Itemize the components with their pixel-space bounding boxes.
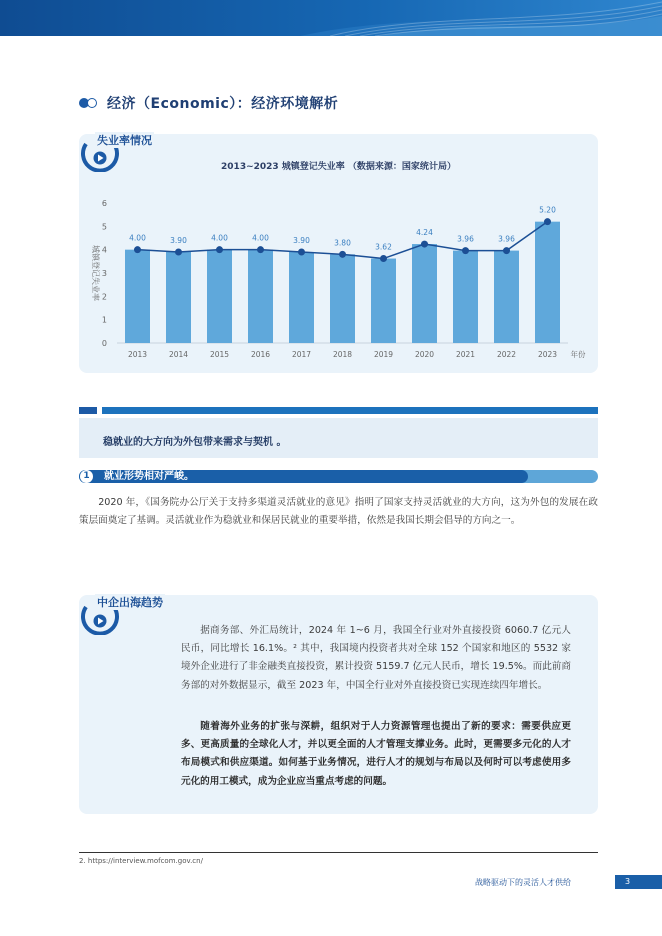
x-axis-label: 年份 — [570, 350, 586, 359]
y-axis-label: 城镇登记失业率 — [91, 245, 100, 301]
y-tick-label: 1 — [101, 315, 107, 325]
bar — [494, 251, 519, 343]
highlight-text: 稳就业的大方向为外包带来需求与契机 。 — [103, 437, 287, 448]
x-tick-label: 2016 — [250, 350, 271, 359]
bar — [330, 254, 355, 343]
unemployment-badge-label: 失业率情况 — [97, 134, 152, 147]
header-wave-decoration — [0, 0, 662, 36]
bar — [412, 244, 437, 343]
data-label: 3.62 — [375, 242, 392, 252]
bar — [207, 250, 232, 343]
y-tick-label: 2 — [101, 292, 107, 302]
data-point — [421, 241, 428, 248]
x-tick-label: 2014 — [168, 350, 189, 359]
bar — [248, 250, 273, 343]
x-tick-label: 2021 — [455, 350, 476, 359]
data-label: 5.20 — [539, 205, 556, 215]
x-tick-label: 2013 — [127, 350, 148, 359]
y-tick-label: 3 — [101, 269, 107, 278]
data-label: 4.00 — [252, 233, 269, 243]
data-point — [503, 247, 510, 254]
overseas-paragraph-2: 随着海外业务的扩张与深耕，组织对于人力资源管理也提出了新的要求：需要供应更多、更高质量的全球化人才，并以更全面的人才管理支撑业务。此时，更需要多元化的人才布局模式和供应渠道。如何基于业务情况，进行人才的规划与布局以及何时可以考虑使用多元化的用工模式，成为企业应当重点考虑的问题。 — [181, 721, 571, 787]
data-point — [175, 249, 182, 256]
data-point — [339, 251, 346, 258]
data-label: 3.90 — [170, 236, 187, 245]
y-tick-label: 5 — [101, 222, 107, 232]
footnote: 2. https://interview.mofcom.gov.cn/ — [79, 857, 203, 865]
x-tick-label: 2020 — [414, 350, 435, 359]
data-label: 4.00 — [129, 233, 146, 243]
bar — [371, 259, 396, 343]
y-tick-label: 6 — [101, 199, 107, 208]
x-tick-label: 2017 — [291, 350, 312, 359]
section-heading — [79, 92, 338, 114]
data-point — [298, 249, 305, 256]
divider-bar — [102, 407, 598, 414]
data-label: 3.80 — [334, 238, 351, 248]
data-label: 3.90 — [293, 236, 310, 245]
unemployment-chart — [79, 180, 598, 370]
data-label: 4.24 — [416, 228, 433, 238]
x-tick-label: 2019 — [373, 350, 394, 359]
x-tick-label: 2018 — [332, 350, 353, 359]
bar — [535, 222, 560, 343]
data-label: 3.96 — [457, 234, 474, 244]
overseas-paragraph-1: 据商务部、外汇局统计，2024 年 1~6 月，我国全行业对外直接投资 6060.7 亿元人民币，同比增长 16.1%。² 其中，我国境内投资者共对全球 152 个国家和地区的 5532 家境外企业进行了非金融类直接投资，累计投资 5159.7 亿元人民币，增长 19.5%。而此前商务部的对外数据显示，截至 2023 年，中国全行业对外直接投资已实现连续四年增长。 — [181, 625, 571, 691]
x-tick-label: 2023 — [537, 350, 558, 359]
x-tick-label: 2015 — [209, 350, 230, 359]
point-title: 就业形势相对严峻。 — [104, 471, 194, 482]
data-point — [257, 246, 264, 253]
data-label: 3.96 — [498, 234, 515, 244]
chart-title: 2013~2023 城镇登记失业率 （数据来源：国家统计局） — [221, 162, 456, 172]
data-point — [462, 247, 469, 254]
data-point — [380, 255, 387, 262]
running-title: 战略驱动下的灵活人才供给 — [475, 878, 571, 887]
x-tick-label: 2022 — [496, 350, 517, 359]
section-title: 经济（Economic）：经济环境解析 — [107, 96, 339, 112]
data-point — [544, 218, 551, 225]
point-number: 1 — [80, 470, 93, 483]
overseas-badge-label: 中企出海趋势 — [97, 596, 163, 609]
bar — [289, 252, 314, 343]
bar — [453, 251, 478, 343]
section-bullet-icon — [79, 97, 99, 109]
data-label: 4.00 — [211, 233, 228, 243]
bar — [166, 252, 191, 343]
point-body: 2020 年，《国务院办公厅关于支持多渠道灵活就业的意见》指明了国家支持灵活就业的大方向，这为外包的发展在政策层面奠定了基调。灵活就业作为稳就业和保居民就业的重要举措，依然是我国长期会倡导的方向之一。 — [79, 497, 598, 527]
y-tick-label: 0 — [101, 339, 107, 348]
footnote-rule — [79, 852, 598, 853]
page-number: 3 — [615, 875, 662, 889]
bar — [125, 250, 150, 343]
divider-accent — [79, 407, 97, 414]
y-tick-label: 4 — [101, 245, 107, 255]
data-point — [134, 246, 141, 253]
header-band — [0, 0, 662, 36]
data-point — [216, 246, 223, 253]
